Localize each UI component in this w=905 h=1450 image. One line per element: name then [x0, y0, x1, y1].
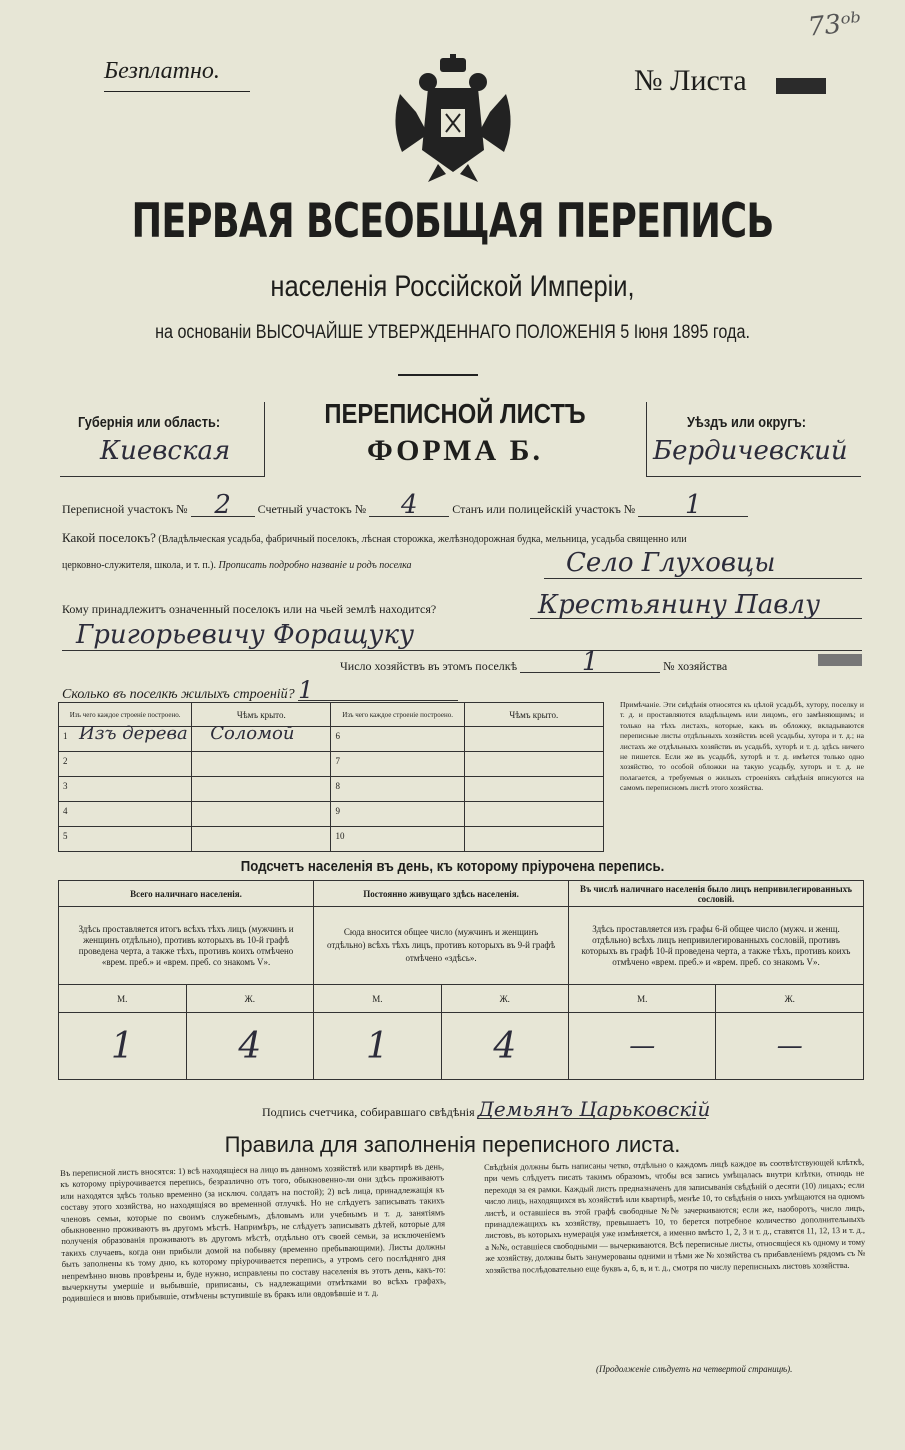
stan-label: Станъ или полицейскій участокъ №	[452, 502, 636, 516]
table-row: 2	[59, 752, 192, 777]
pop-col3-text: Здѣсь проставляется изъ графы 6-й общее число (мужч. и женщ. отдѣльно) всѣхъ лицъ непривилегированныхъ сословій, противъ которыхъ въ графѣ 10-й проведена черта, а также тѣхъ, противъ коихъ отмѣчено «врем. преб.» и «врем. преб. со знакомъ V».	[569, 907, 864, 985]
gubernia-box	[60, 402, 265, 477]
pop-value-f-2: 4	[441, 1013, 568, 1080]
buildings-line	[62, 676, 458, 704]
settlement-hint-2: церковно-служителя, школа, и т. п.).	[62, 560, 216, 571]
stan-value: 1	[638, 494, 748, 517]
district-line	[62, 490, 862, 520]
pop-m-2: М.	[314, 985, 441, 1013]
sheet-number-label	[634, 64, 747, 98]
settlement-hint-3: Прописать подробно названіе и родъ поселка	[218, 560, 412, 571]
imperial-eagle-icon	[388, 54, 518, 184]
buildings-value: 1	[298, 680, 458, 701]
households-line	[340, 647, 728, 677]
population-table	[58, 880, 864, 1080]
signature-value: Демьянъ Царьковскій	[477, 1097, 711, 1121]
buildings-table: Изъ чего каждое строеніе построено. Чѣмъ крыто. Изъ чего каждое строеніе построено. Чѣмъ крыто. 1 Изъ дерева Соломой 6 2 7 3 8 4 9 5 10	[58, 702, 604, 852]
pop-col2-head: Постоянно живущаго здѣсь населенія.	[314, 881, 569, 907]
free-label: Безплатно.	[104, 58, 220, 84]
sheet-number-blot	[776, 78, 826, 94]
pop-f-3: Ж.	[716, 985, 864, 1013]
gubernia-label: Губернія или область:	[78, 414, 221, 431]
buildings-label: Сколько въ поселкѣ жилыхъ строеній?	[62, 687, 295, 702]
household-no-label: № хозяйства	[663, 659, 728, 673]
rules-continued: (Продолженіе слѣдуетъ на четвертой страницѣ).	[596, 1364, 793, 1374]
owner-value-1: Крестьянину Павлу	[538, 590, 821, 620]
pop-f-2: Ж.	[441, 985, 568, 1013]
row1-roof: Соломой	[210, 723, 295, 744]
settlement-question-line	[62, 530, 862, 546]
owner-label: Кому принадлежитъ означенный поселокъ или на чьей землѣ находится?	[62, 602, 437, 616]
pop-col1-head: Всего наличнаго населенія.	[59, 881, 314, 907]
settlement-value: Село Глуховцы	[566, 548, 776, 578]
uezd-value: Бердичевский	[653, 436, 848, 466]
sheet-number-text: № Листа	[634, 64, 747, 97]
table-row: 5	[59, 827, 192, 852]
pop-m-1: М.	[59, 985, 187, 1013]
rules-left: Въ переписной листъ вносятся: 1) всѣ находящіеся на лицо въ данномъ хозяйствѣ или квартирѣ въ день, къ которому пріурочивается перепись, безразлично отъ того, обыкновенно-ли они здѣсь проживаютъ или находятся здѣсь только временно (за исключ. солдатъ на постой); 2) всѣ лица, принадлежащія къ составу этого хозяйства, но находящіяся во временной отлучкѣ. Но не слѣдуетъ записывать такихъ членовъ семьи, которые по своимъ служебнымъ, дѣловымъ или учебнымъ и т. д. занятіямъ обыкновенно проживаютъ въ другомъ мѣстѣ. Напримѣръ, не слѣдуетъ записывать дѣтей, которые для полученія образованія проживаютъ въ другомъ мѣстѣ, отдѣльно отъ своей семьи, за исключеніемъ такихъ случаевъ, когда они прибыли домой на побывку (временно пребывающими). Листы должны быть заполнены къ тому дню, къ которому пріурочивается перепись, а утромъ сего послѣдняго дня непремѣнно вновь провѣрены и, буде нужно, исправлены по составу населенія въ этотъ день, какъ-то: вычеркнуты умершіе и выбывшіе, приписаны, съ надлежащими отмѣтками во всѣхъ графахъ, родившіеся и вновь прибывшіе, отмѣчены вступившіе въ бракъ или овдовѣвшіе и т. д.	[60, 1161, 447, 1304]
owner-value-2: Григорьевичу Форащуку	[76, 620, 415, 650]
signature-label: Подпись счетчика, собиравшаго свѣдѣнія	[262, 1105, 475, 1119]
owner-underline-2	[62, 650, 862, 651]
uezd-box	[646, 402, 861, 477]
count-area-value: 4	[369, 494, 449, 517]
households-value: 1	[520, 652, 660, 673]
divider	[398, 374, 478, 376]
census-area-value: 2	[191, 494, 255, 517]
settlement-underline	[544, 578, 862, 579]
page-title: ПЕРВАЯ ВСЕОБЩАЯ ПЕРЕПИСЬ	[131, 194, 774, 249]
household-no-blot	[818, 654, 862, 666]
sheet-title: ПЕРЕПИСНОЙ ЛИСТЪ	[324, 398, 586, 429]
pop-value-f-1: 4	[186, 1013, 314, 1080]
buildings-col-roof: Чѣмъ крыто.	[192, 703, 331, 727]
page-subtitle: населенія Россійской Имперіи,	[270, 270, 635, 303]
basis-line: на основаніи ВЫСОЧАЙШЕ УТВЕРЖДЕННАГО ПОЛОЖЕНІЯ 5 Іюня 1895 года.	[155, 322, 750, 343]
gubernia-value: Киевская	[100, 436, 231, 466]
census-area-label: Переписной участокъ №	[62, 502, 188, 516]
settlement-hint: (Владѣльческая усадьба, фабричный поселокъ, лѣсная сторожка, желѣзнодорожная будка, мельница, усадьба священно или	[158, 534, 687, 545]
free-underline	[104, 91, 250, 92]
pop-value-m-2: 1	[314, 1013, 441, 1080]
form-title: ФОРМА Б.	[366, 434, 544, 467]
pop-m-3: М.	[569, 985, 716, 1013]
table-row: 3	[59, 777, 192, 802]
households-label: Число хозяйствъ въ этомъ поселкѣ	[340, 659, 518, 673]
pop-f-1: Ж.	[186, 985, 314, 1013]
population-heading: Подсчетъ населенія въ день, къ которому пріурочена перепись.	[240, 858, 665, 875]
corner-mark: 73ᵒᵇ	[806, 7, 863, 43]
pop-value-f-3: —	[716, 1013, 864, 1080]
pop-value-m-3: —	[569, 1013, 716, 1080]
buildings-col-material: Изъ чего каждое строеніе построено.	[59, 703, 192, 727]
row1-material: Изъ дерева	[79, 723, 188, 744]
rules-right: Свѣдѣнія должны быть написаны четко, отдѣльно о каждомъ лицѣ каждое въ соотвѣтствующей клѣткѣ, при чемъ слѣдуетъ писать такимъ образомъ, чтобы вся запись умѣщалась внутри клѣтки, отнюдь не переходя за ея рамки. Каждый листъ предназначенъ для записыванія свѣдѣній о десяти (10) лицахъ; если число лицъ, находящихся въ хозяйствѣ или квартирѣ, менѣе 10, то свѣдѣнія о нихъ умѣщаются на одномъ листѣ, и оставшіеся въ этой графѣ свободные №№ зачеркиваются; если же, наоборотъ, число лицъ, принадлежащихъ къ хозяйству, превышаетъ 10, то берется потребное количество дополнительныхъ листовъ, въ которыхъ нумерація уже измѣняется, а именно вмѣсто 1, 2, 3 и т. д., ставятся 11, 12, 13 и т. д., а №№, оставшіеся свободными — вычеркиваются. Всѣ переписные листы, относящіеся къ одному и тому же хозяйству, должны быть занумерованы одними и тѣми же № хозяйства съ прибавленіемъ рядомъ съ № хозяйства послѣдовательно еще буквъ а, б, в, и т. д., смотря по числу переписныхъ листовъ хозяйства.	[484, 1157, 866, 1275]
count-area-label: Счетный участокъ №	[257, 502, 367, 516]
table-row: 4	[59, 802, 192, 827]
uezd-label: Уѣздъ или округъ:	[687, 414, 807, 431]
pop-col3-head: Въ числѣ наличнаго населенія было лицъ непривилегированныхъ сословій.	[569, 881, 864, 907]
pop-col1-text: Здѣсь проставляется итогъ всѣхъ тѣхъ лицъ (мужчинъ и женщинъ отдѣльно), противъ которыхъ въ 10-й графѣ проведена черта, а также тѣхъ, противъ коихъ отмѣчено «врем. преб.» и «врем. преб. со знакомъ V».	[59, 907, 314, 985]
table-row: 6	[331, 727, 464, 752]
settlement-question: Какой поселокъ?	[62, 530, 156, 545]
rules-title: Правила для заполненія переписного листа.	[224, 1132, 681, 1157]
note-text: Примѣчаніе. Эти свѣдѣнія относятся къ цѣлой усадьбѣ, хутору, поселку и т. д. и проставляются владѣльцемъ или лицомъ, его замѣняющимъ; и только на тѣхъ листахъ, которые, какъ въ обложку, вкладываются переписные листы отдѣльныхъ хозяйствъ всей усадьбы, хутора и т. д.; на листахъ же отдѣльныхъ хозяйствъ въ усадьбѣ, хуторѣ и т. д. здѣсь ничего не пишется. Если же въ усадьбѣ, хуторѣ и т. д. имѣется только одно хозяйство, то особой обложки на такую усадьбу, хуторъ и т. д. не полагается, а требуемыя о жилыхъ строеніяхъ свѣдѣнія вписуются на самомъ переписномъ листѣ этого хозяйства.	[620, 700, 864, 793]
buildings-col-roof-2: Чѣмъ крыто.	[464, 703, 603, 727]
pop-col2-text: Сюда вносится общее число (мужчинъ и женщинъ отдѣльно) всѣхъ тѣхъ лицъ, противъ которыхъ въ 9-й графѣ отмѣчено «здѣсь».	[314, 907, 569, 985]
table-row: 1 Изъ дерева	[59, 727, 192, 752]
buildings-col-material-2: Изъ чего каждое строеніе построено.	[331, 703, 464, 727]
pop-value-m-1: 1	[59, 1013, 187, 1080]
signature-line	[262, 1097, 711, 1121]
